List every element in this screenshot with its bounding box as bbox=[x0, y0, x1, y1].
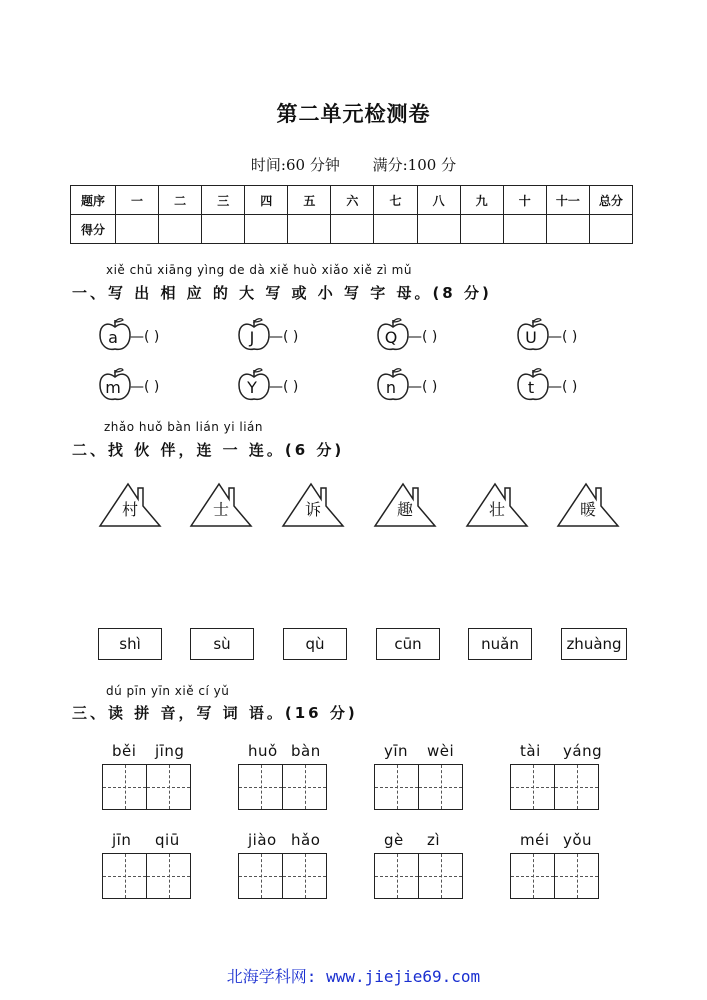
footer-watermark: 北海学科网: www.jiejie69.com bbox=[226, 967, 481, 986]
col-1: 一 bbox=[116, 186, 159, 215]
word-pinyin-first: jīn bbox=[112, 831, 132, 849]
tian-grid bbox=[238, 764, 328, 810]
word-pinyin-first: gè bbox=[384, 831, 404, 849]
apple-letter-text: a bbox=[108, 328, 118, 347]
word-pinyin-second: jīng bbox=[155, 742, 185, 760]
word-pinyin-second: wèi bbox=[427, 742, 455, 760]
col-7: 七 bbox=[374, 186, 417, 215]
score-table bbox=[70, 185, 633, 244]
word-pinyin-first: huǒ bbox=[248, 742, 278, 760]
apple-letter bbox=[237, 323, 273, 355]
writing-cell[interactable] bbox=[146, 764, 191, 810]
house-char-text: 士 bbox=[212, 500, 229, 519]
house-character[interactable] bbox=[373, 480, 437, 528]
apple-letter-text: Y bbox=[247, 378, 257, 397]
pinyin-card[interactable]: zhuàng bbox=[561, 628, 627, 660]
answer-blank[interactable]: —( ) bbox=[548, 379, 578, 395]
writing-cell[interactable] bbox=[418, 764, 463, 810]
tian-grid bbox=[102, 764, 192, 810]
house-char-text: 趣 bbox=[396, 500, 413, 519]
answer-blank[interactable]: —( ) bbox=[269, 379, 299, 395]
col-6: 六 bbox=[331, 186, 374, 215]
writing-cell[interactable] bbox=[374, 764, 419, 810]
pinyin-card[interactable]: shì bbox=[98, 628, 162, 660]
score-cell[interactable] bbox=[589, 215, 632, 244]
writing-cell[interactable] bbox=[418, 853, 463, 899]
score-cell[interactable] bbox=[331, 215, 374, 244]
word-pinyin-second: zì bbox=[427, 831, 441, 849]
apple-letter bbox=[376, 323, 412, 355]
col-10: 十 bbox=[503, 186, 546, 215]
pinyin-card[interactable]: sù bbox=[190, 628, 254, 660]
writing-cell[interactable] bbox=[238, 764, 283, 810]
house-character[interactable] bbox=[556, 480, 620, 528]
answer-blank[interactable]: —( ) bbox=[130, 329, 160, 345]
word-pinyin-second: yǒu bbox=[563, 831, 593, 849]
tian-grid bbox=[510, 853, 600, 899]
word-pinyin-second: hǎo bbox=[291, 831, 321, 849]
tian-grid bbox=[102, 853, 192, 899]
section2-heading: 二、找 伙 伴，连 一 连。(6 分) bbox=[72, 441, 345, 459]
house-character[interactable] bbox=[98, 480, 162, 528]
house-char-text: 暖 bbox=[579, 500, 596, 519]
answer-blank[interactable]: —( ) bbox=[269, 329, 299, 345]
word-pinyin-first: jiào bbox=[248, 831, 277, 849]
house-character[interactable] bbox=[465, 480, 529, 528]
score-cell[interactable] bbox=[460, 215, 503, 244]
apple-letter-text: m bbox=[105, 378, 121, 397]
writing-cell[interactable] bbox=[374, 853, 419, 899]
col-3: 三 bbox=[202, 186, 245, 215]
tian-grid bbox=[374, 764, 464, 810]
answer-blank[interactable]: —( ) bbox=[408, 329, 438, 345]
word-pinyin-first: tài bbox=[520, 742, 541, 760]
pinyin-card[interactable]: cūn bbox=[376, 628, 440, 660]
house-character[interactable] bbox=[281, 480, 345, 528]
writing-cell[interactable] bbox=[510, 853, 555, 899]
apple-letter bbox=[516, 373, 552, 405]
house-char-text: 诉 bbox=[304, 500, 321, 519]
answer-blank[interactable]: —( ) bbox=[408, 379, 438, 395]
writing-cell[interactable] bbox=[282, 764, 327, 810]
section3-heading: 三、读 拼 音，写 词 语。(16 分) bbox=[72, 704, 358, 722]
house-character[interactable] bbox=[189, 480, 253, 528]
word-pinyin-first: běi bbox=[112, 742, 137, 760]
score-cell[interactable] bbox=[245, 215, 288, 244]
score-table-header-row bbox=[71, 186, 633, 215]
col-total: 总分 bbox=[589, 186, 632, 215]
section1-heading: 一、写 出 相 应 的 大 写 或 小 写 字 母。(8 分) bbox=[72, 284, 492, 302]
word-pinyin-first: yīn bbox=[384, 742, 409, 760]
apple-letter-text: U bbox=[525, 328, 537, 347]
col-8: 八 bbox=[417, 186, 460, 215]
time-limit: 时间:60 分钟 bbox=[250, 156, 340, 174]
col-5: 五 bbox=[288, 186, 331, 215]
score-cell[interactable] bbox=[116, 215, 159, 244]
apple-letter-text: J bbox=[249, 328, 255, 347]
tian-grid bbox=[374, 853, 464, 899]
question-order-label: 题序 bbox=[71, 186, 116, 215]
apple-letter bbox=[516, 323, 552, 355]
writing-cell[interactable] bbox=[510, 764, 555, 810]
tian-grid bbox=[238, 853, 328, 899]
answer-blank[interactable]: —( ) bbox=[548, 329, 578, 345]
writing-cell[interactable] bbox=[554, 764, 599, 810]
word-pinyin-second: qiū bbox=[155, 831, 180, 849]
section2-pinyin: zhǎo huǒ bàn lián yi lián bbox=[104, 420, 263, 434]
section3-pinyin: dú pīn yīn xiě cí yǔ bbox=[106, 684, 230, 698]
apple-letter bbox=[98, 373, 134, 405]
col-2: 二 bbox=[159, 186, 202, 215]
score-cell[interactable] bbox=[503, 215, 546, 244]
writing-cell[interactable] bbox=[102, 853, 147, 899]
pinyin-card[interactable]: nuǎn bbox=[468, 628, 532, 660]
score-table-score-row bbox=[71, 215, 633, 244]
score-cell[interactable] bbox=[159, 215, 202, 244]
apple-letter bbox=[237, 373, 273, 405]
house-char-text: 村 bbox=[121, 500, 138, 519]
exam-info bbox=[0, 154, 707, 175]
col-11: 十一 bbox=[546, 186, 589, 215]
tian-grid bbox=[510, 764, 600, 810]
house-char-text: 壮 bbox=[488, 500, 505, 519]
page-title: 第二单元检测卷 bbox=[276, 101, 431, 126]
score-row-label: 得分 bbox=[71, 215, 116, 244]
apple-letter bbox=[98, 323, 134, 355]
writing-cell[interactable] bbox=[282, 853, 327, 899]
answer-blank[interactable]: —( ) bbox=[130, 379, 160, 395]
col-4: 四 bbox=[245, 186, 288, 215]
writing-cell[interactable] bbox=[554, 853, 599, 899]
score-cell[interactable] bbox=[202, 215, 245, 244]
section1-pinyin: xiě chū xiāng yìng de dà xiě huò xiǎo xiě zì mǔ bbox=[106, 263, 412, 277]
apple-letter bbox=[376, 373, 412, 405]
apple-letter-text: t bbox=[527, 378, 535, 397]
pinyin-card[interactable]: qù bbox=[283, 628, 347, 660]
apple-letter-text: n bbox=[385, 378, 397, 397]
writing-cell[interactable] bbox=[102, 764, 147, 810]
writing-cell[interactable] bbox=[238, 853, 283, 899]
word-pinyin-second: bàn bbox=[291, 742, 321, 760]
score-cell[interactable] bbox=[374, 215, 417, 244]
word-pinyin-second: yáng bbox=[563, 742, 603, 760]
score-cell[interactable] bbox=[288, 215, 331, 244]
word-pinyin-first: méi bbox=[520, 831, 550, 849]
score-cell[interactable] bbox=[417, 215, 460, 244]
writing-cell[interactable] bbox=[146, 853, 191, 899]
full-score: 满分:100 分 bbox=[372, 156, 457, 174]
score-cell[interactable] bbox=[546, 215, 589, 244]
col-9: 九 bbox=[460, 186, 503, 215]
apple-letter-text: Q bbox=[384, 328, 398, 347]
